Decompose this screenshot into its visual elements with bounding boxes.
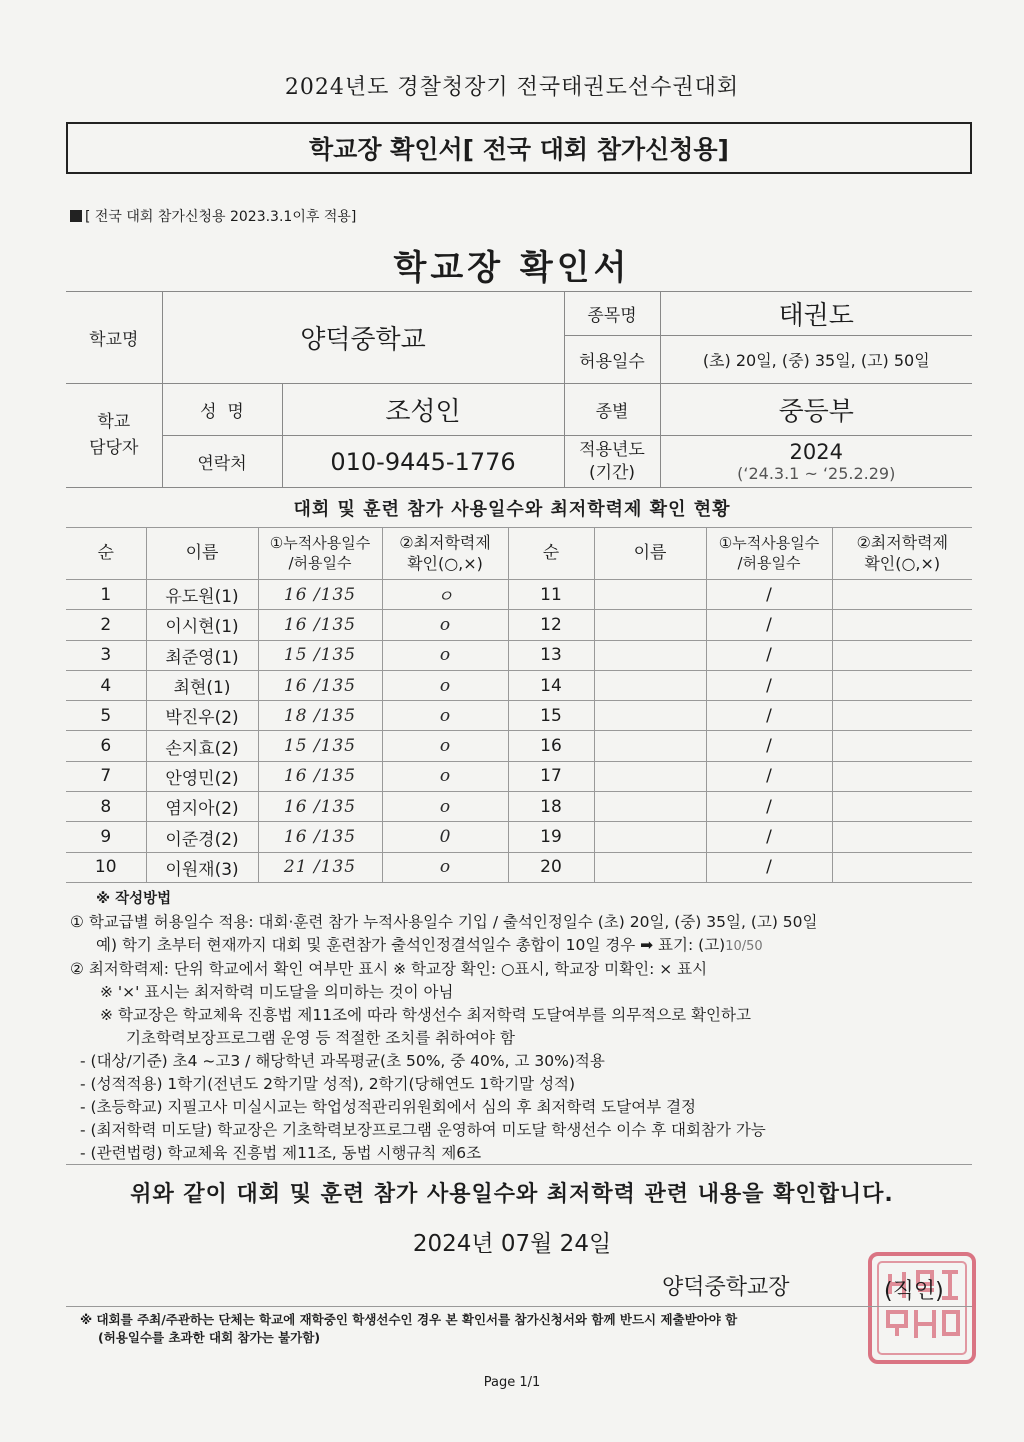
row-number: 17 (508, 761, 594, 791)
table-row (66, 580, 972, 610)
academic-check (832, 580, 972, 610)
academic-check: o (382, 731, 508, 761)
note-min-academic-a: ※ '×' 표시는 최저학력 미도달을 의미하는 것이 아님 (100, 983, 454, 1001)
usage-days: 16 /135 (258, 580, 382, 610)
col-no-header: 순 (66, 528, 146, 580)
footer-divider (66, 1306, 972, 1307)
seal-mark: (직인) (884, 1279, 944, 1304)
athlete-name (594, 761, 706, 791)
allowed-days-label: 허용일수 (564, 336, 660, 384)
table-row (66, 701, 972, 731)
school-seal-stamp (866, 1250, 978, 1366)
sport-label: 종목명 (564, 292, 660, 336)
year-period: (‘24.3.1 ~ ‘25.2.29) (737, 464, 896, 483)
table-row (66, 731, 972, 761)
usage-days: 21 /135 (258, 852, 382, 882)
year-label: 적용년도 (기간) (564, 436, 660, 488)
usage-days: 15 /135 (258, 640, 382, 670)
usage-days: / (706, 610, 832, 640)
usage-days: / (706, 701, 832, 731)
note-min-academic-b2: 기초학력보장프로그램 운영 등 적절한 조치를 취하여야 함 (126, 1029, 515, 1047)
athlete-name (594, 701, 706, 731)
usage-days: / (706, 580, 832, 610)
table-row (66, 761, 972, 791)
academic-check (832, 792, 972, 822)
athlete-name (594, 610, 706, 640)
academic-check (832, 610, 972, 640)
row-number: 1 (66, 580, 146, 610)
academic-check: o (382, 701, 508, 731)
athlete-name (594, 852, 706, 882)
phone-value: 010-9445-1776 (282, 436, 564, 488)
athlete-name: 최현(1) (146, 670, 258, 700)
confirmation-text: 위와 같이 대회 및 훈련 참가 사용일수와 최저학력 관련 내용을 확인합니다. (130, 1182, 894, 1207)
col-usage-header: ①누적사용일수 /허용일수 (258, 528, 382, 580)
col-no-header: 순 (508, 528, 594, 580)
confirmation-date: 2024년 07월 24일 (412, 1231, 612, 1257)
divider (66, 1164, 972, 1165)
detail-unmet: - (최저학력 미도달) 학교장은 기초학력보장프로그램 운영하여 미도달 학생선수 이수 후 대회참가 가능 (80, 1121, 766, 1139)
contact-person-label: 학교 담당자 (66, 384, 162, 488)
school-info-table (66, 291, 972, 488)
usage-days: 16 /135 (258, 670, 382, 700)
row-number: 14 (508, 670, 594, 700)
usage-days: 16 /135 (258, 610, 382, 640)
athlete-name (594, 580, 706, 610)
usage-days: / (706, 731, 832, 761)
row-number: 16 (508, 731, 594, 761)
usage-days: / (706, 640, 832, 670)
academic-check (832, 852, 972, 882)
document-banner (66, 122, 972, 174)
detail-grades: - (성적적용) 1학기(전년도 2학기말 성적), 2학기(당해연도 1학기말 성적) (80, 1075, 576, 1093)
table-row (66, 640, 972, 670)
col-name-header: 이름 (146, 528, 258, 580)
academic-check (832, 701, 972, 731)
table-row (66, 822, 972, 852)
athlete-name: 손지효(2) (146, 731, 258, 761)
usage-days: 16 /135 (258, 761, 382, 791)
note-min-academic-b: ※ 학교장은 학교체육 진흥법 제11조에 따라 학생선수 최저학력 도달여부를 의무적으로 확인하고 (100, 1006, 751, 1024)
roster-header-row (66, 528, 972, 580)
academic-check (832, 670, 972, 700)
square-bullet-icon (70, 210, 82, 222)
athlete-name (594, 670, 706, 700)
note-allowed-days-example (70, 934, 970, 958)
sport-value: 태권도 (660, 292, 972, 336)
usage-days: 15 /135 (258, 731, 382, 761)
principal-name: 양덕중학교장 (662, 1275, 790, 1300)
athlete-name (594, 731, 706, 761)
usage-days: 16 /135 (258, 792, 382, 822)
school-value: 양덕중학교 (162, 292, 564, 384)
row-number: 8 (66, 792, 146, 822)
detail-law: - (관련법령) 학교체육 진흥법 제11조, 동법 시행규칙 제6조 (80, 1144, 482, 1162)
athlete-name: 유도원(1) (146, 580, 258, 610)
col-name-header: 이름 (594, 528, 706, 580)
table-row (66, 670, 972, 700)
year-cell (660, 436, 972, 488)
event-title: 2024년도 경찰청장기 전국태권도선수권대회 (284, 75, 740, 100)
academic-check: o (382, 792, 508, 822)
row-number: 20 (508, 852, 594, 882)
col-usage-header: ①누적사용일수 /허용일수 (706, 528, 832, 580)
detail-target: - (대상/기준) 초4 ~고3 / 해당학년 과목평균(초 50%, 중 40%, 고 30%)적용 (80, 1052, 605, 1070)
usage-days: / (706, 761, 832, 791)
row-number: 10 (66, 852, 146, 882)
allowed-days-value: (초) 20일, (중) 35일, (고) 50일 (660, 336, 972, 384)
athlete-name: 이시현(1) (146, 610, 258, 640)
row-number: 4 (66, 670, 146, 700)
athlete-name: 이원재(3) (146, 852, 258, 882)
athlete-name: 이준경(2) (146, 822, 258, 852)
usage-days: / (706, 852, 832, 882)
usage-days: 18 /135 (258, 701, 382, 731)
athlete-name: 최준영(1) (146, 640, 258, 670)
row-number: 6 (66, 731, 146, 761)
name-label: 성 명 (162, 384, 282, 436)
row-number: 5 (66, 701, 146, 731)
usage-days: 16 /135 (258, 822, 382, 852)
athlete-name (594, 822, 706, 852)
example-text: 예) 학기 초부터 현재까지 대회 및 훈련참가 출석인정결석일수 총합이 10일 경우 ➡ 표기: (고) (96, 936, 726, 954)
table-row (66, 852, 972, 882)
athlete-roster-table (66, 527, 972, 883)
example-value: 10/50 (725, 939, 763, 954)
form-note-text: [ 전국 대회 참가신청용 2023.3.1이후 적용] (85, 209, 357, 225)
division-value: 중등부 (660, 384, 972, 436)
name-value: 조성인 (282, 384, 564, 436)
banner-text: 학교장 확인서[ 전국 대회 참가신청용] (309, 135, 729, 164)
academic-check: 0 (382, 822, 508, 852)
row-number: 9 (66, 822, 146, 852)
usage-days: / (706, 670, 832, 700)
footer-note-2: (허용일수를 초과한 대회 참가는 불가함) (98, 1330, 321, 1345)
col-check-header: ②최저학력제 확인(○,×) (832, 528, 972, 580)
table-row (66, 792, 972, 822)
division-label: 종별 (564, 384, 660, 436)
year-value: 2024 (789, 440, 843, 464)
academic-check: o (382, 670, 508, 700)
footer-note-1: ※ 대회를 주최/주관하는 단체는 학교에 재학중인 학생선수인 경우 본 확인서를 참가신청서와 함께 반드시 제출받아야 함 (80, 1312, 738, 1327)
academic-check: o (382, 640, 508, 670)
section-title: 대회 및 훈련 참가 사용일수와 최저학력제 확인 현황 (293, 499, 731, 520)
instructions-heading: ※ 작성방법 (96, 891, 172, 907)
usage-days: / (706, 792, 832, 822)
academic-check: o (382, 852, 508, 882)
athlete-name (594, 792, 706, 822)
row-number: 2 (66, 610, 146, 640)
row-number: 19 (508, 822, 594, 852)
academic-check: o (382, 610, 508, 640)
athlete-name: 안영민(2) (146, 761, 258, 791)
row-number: 18 (508, 792, 594, 822)
doc-title: 학교장 확인서 (393, 248, 631, 288)
academic-check: o (382, 761, 508, 791)
academic-check (832, 822, 972, 852)
col-check-header: ②최저학력제 확인(○,×) (382, 528, 508, 580)
school-label: 학교명 (66, 292, 162, 384)
athlete-name: 염지아(2) (146, 792, 258, 822)
table-row (66, 610, 972, 640)
row-number: 7 (66, 761, 146, 791)
detail-elementary: - (초등학교) 지필고사 미실시교는 학업성적관리위원회에서 심의 후 최저학력 도달여부 결정 (80, 1098, 697, 1116)
academic-check (832, 731, 972, 761)
note-allowed-days: ① 학교급별 허용일수 적용: 대회·훈련 참가 누적사용일수 기입 / 출석인정일수 (초) 20일, (중) 35일, (고) 50일 (70, 913, 818, 931)
page-number: Page 1/1 (483, 1375, 541, 1390)
row-number: 11 (508, 580, 594, 610)
note-min-academic: ② 최저학력제: 단위 학교에서 확인 여부만 표시 ※ 학교장 확인: ○표시, 학교장 미확인: × 표시 (70, 960, 708, 978)
phone-label: 연락처 (162, 436, 282, 488)
row-number: 13 (508, 640, 594, 670)
athlete-name (594, 640, 706, 670)
academic-check: ㅇ (382, 580, 508, 610)
form-note (70, 206, 356, 226)
footer-note (80, 1311, 980, 1347)
row-number: 15 (508, 701, 594, 731)
usage-days: / (706, 822, 832, 852)
academic-check (832, 761, 972, 791)
instructions (70, 888, 970, 1165)
athlete-name: 박진우(2) (146, 701, 258, 731)
row-number: 3 (66, 640, 146, 670)
academic-check (832, 640, 972, 670)
row-number: 12 (508, 610, 594, 640)
